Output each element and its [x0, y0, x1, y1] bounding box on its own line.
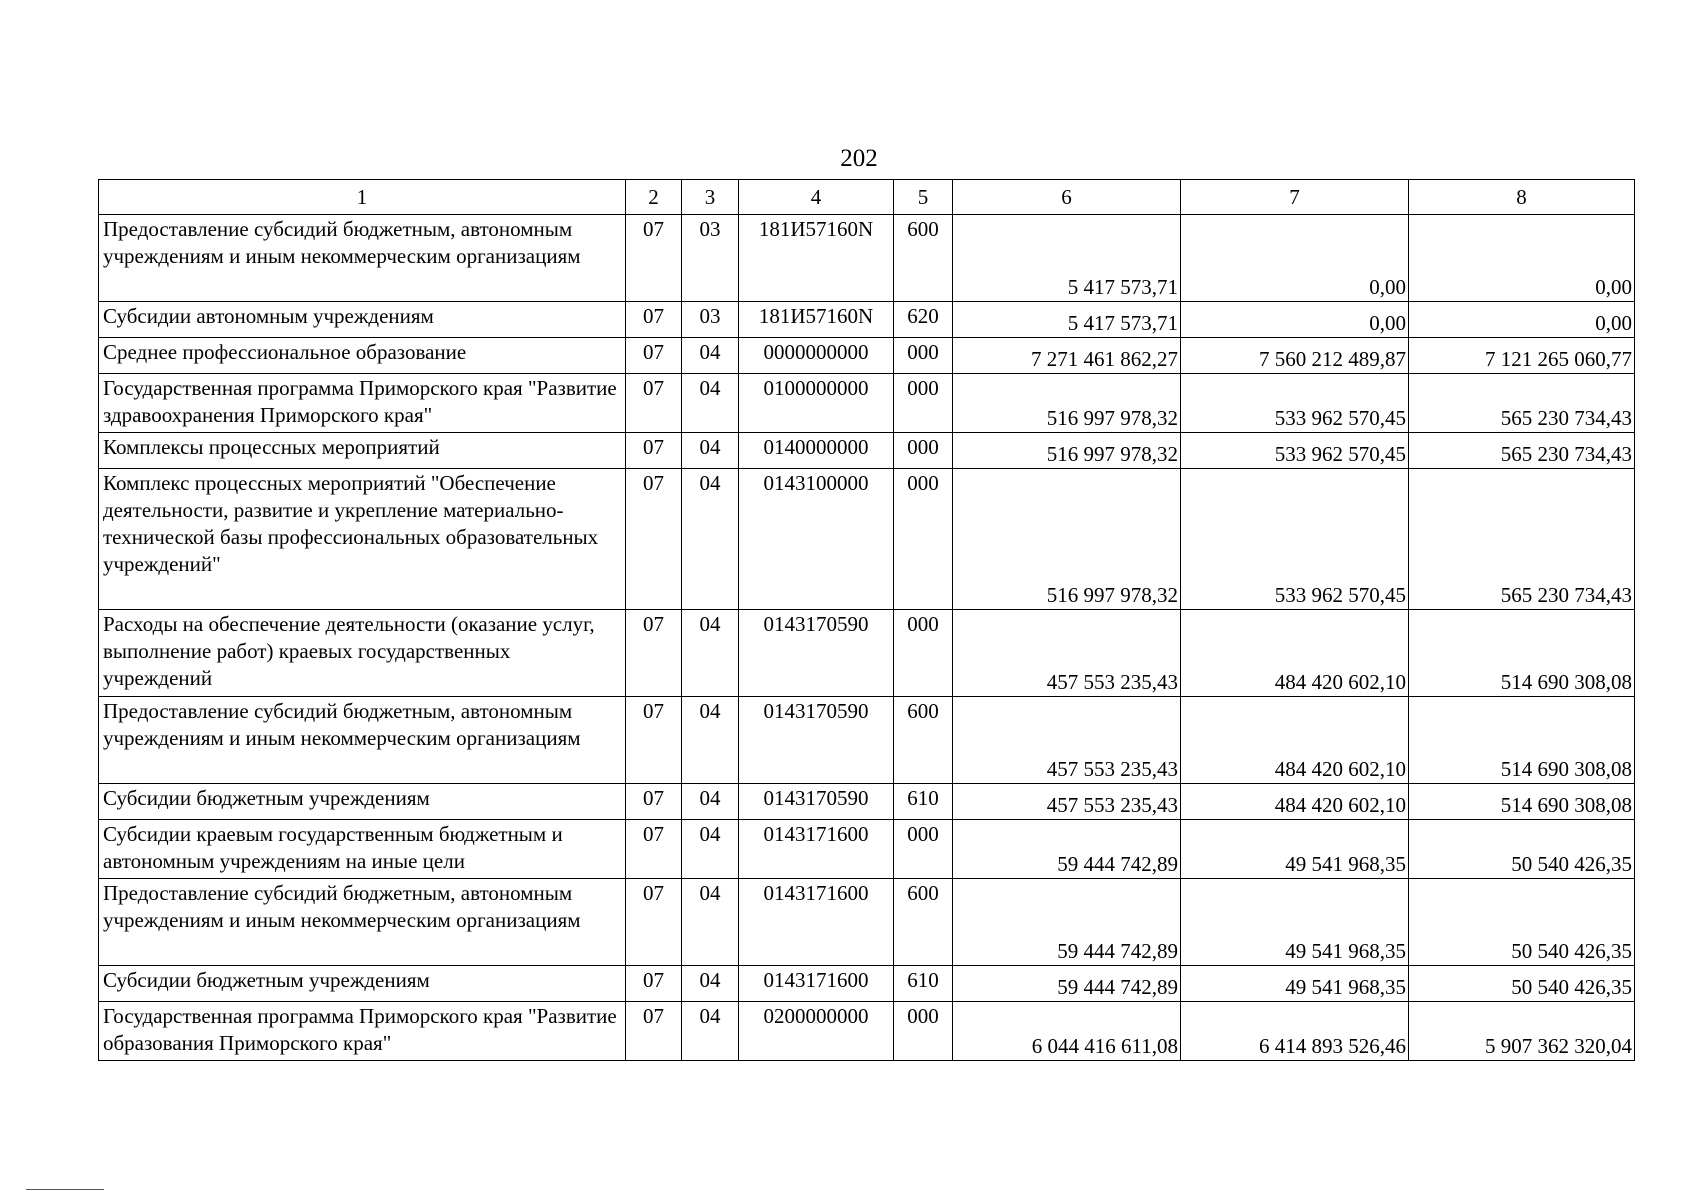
target-article-code: 0143170590: [739, 610, 894, 697]
amount-col6: 5 417 573,71: [953, 215, 1181, 302]
expense-type-code: 610: [894, 966, 953, 1002]
table-row: [99, 433, 1635, 469]
expense-type-code: 000: [894, 1002, 953, 1061]
target-article-code: 0143171600: [739, 879, 894, 966]
section-code: 07: [626, 374, 682, 433]
section-code: 07: [626, 610, 682, 697]
row-name: Субсидии бюджетным учреждениям: [99, 784, 626, 820]
amount-col6: 7 271 461 862,27: [953, 338, 1181, 374]
target-article-code: 0100000000: [739, 374, 894, 433]
amount-col7: 49 541 968,35: [1181, 879, 1409, 966]
expense-type-code: 600: [894, 697, 953, 784]
row-name: Государственная программа Приморского края "Развитие образования Приморского края": [99, 1002, 626, 1061]
column-header: 6: [953, 180, 1181, 215]
column-header: 7: [1181, 180, 1409, 215]
amount-col7: 49 541 968,35: [1181, 966, 1409, 1002]
expense-type-code: 000: [894, 610, 953, 697]
amount-col7: 533 962 570,45: [1181, 433, 1409, 469]
column-header: 3: [682, 180, 739, 215]
amount-col6: 457 553 235,43: [953, 610, 1181, 697]
amount-col8: 514 690 308,08: [1409, 697, 1635, 784]
row-name: Субсидии бюджетным учреждениям: [99, 966, 626, 1002]
row-name: Предоставление субсидий бюджетным, автономным учреждениям и иным некоммерческим организациям: [99, 879, 626, 966]
expense-type-code: 610: [894, 784, 953, 820]
target-article-code: 0143170590: [739, 697, 894, 784]
table-row: [99, 610, 1635, 697]
column-header: 2: [626, 180, 682, 215]
subsection-code: 04: [682, 879, 739, 966]
target-article-code: 181И57160N: [739, 302, 894, 338]
table-row: [99, 302, 1635, 338]
subsection-code: 04: [682, 697, 739, 784]
subsection-code: 04: [682, 820, 739, 879]
amount-col6: 516 997 978,32: [953, 469, 1181, 610]
target-article-code: 0143100000: [739, 469, 894, 610]
amount-col8: 7 121 265 060,77: [1409, 338, 1635, 374]
expense-type-code: 600: [894, 879, 953, 966]
amount-col8: 50 540 426,35: [1409, 879, 1635, 966]
target-article-code: 181И57160N: [739, 215, 894, 302]
column-header: 4: [739, 180, 894, 215]
section-code: 07: [626, 697, 682, 784]
amount-col7: 533 962 570,45: [1181, 374, 1409, 433]
amount-col6: 59 444 742,89: [953, 820, 1181, 879]
amount-col8: 0,00: [1409, 215, 1635, 302]
table-row: [99, 697, 1635, 784]
subsection-code: 04: [682, 469, 739, 610]
row-name: Комплекс процессных мероприятий "Обеспечение деятельности, развитие и укрепление материально-технической базы профессиональных образовательных учреждений": [99, 469, 626, 610]
amount-col8: 565 230 734,43: [1409, 433, 1635, 469]
row-name: Государственная программа Приморского края "Развитие здравоохранения Приморского края": [99, 374, 626, 433]
target-article-code: 0143171600: [739, 820, 894, 879]
section-code: 07: [626, 784, 682, 820]
target-article-code: 0000000000: [739, 338, 894, 374]
amount-col8: 0,00: [1409, 302, 1635, 338]
column-header: 5: [894, 180, 953, 215]
section-code: 07: [626, 469, 682, 610]
header-row: [99, 180, 1635, 215]
section-code: 07: [626, 338, 682, 374]
footer-rule: [26, 1189, 104, 1190]
subsection-code: 04: [682, 433, 739, 469]
subsection-code: 04: [682, 374, 739, 433]
expense-type-code: 000: [894, 469, 953, 610]
subsection-code: 04: [682, 784, 739, 820]
table-row: [99, 784, 1635, 820]
amount-col7: 484 420 602,10: [1181, 784, 1409, 820]
subsection-code: 04: [682, 1002, 739, 1061]
amount-col6: 59 444 742,89: [953, 879, 1181, 966]
column-header: 8: [1409, 180, 1635, 215]
amount-col8: 514 690 308,08: [1409, 610, 1635, 697]
section-code: 07: [626, 302, 682, 338]
page-number: 202: [840, 145, 878, 172]
expense-type-code: 000: [894, 374, 953, 433]
table-row: [99, 338, 1635, 374]
section-code: 07: [626, 433, 682, 469]
row-name: Субсидии автономным учреждениям: [99, 302, 626, 338]
target-article-code: 0143170590: [739, 784, 894, 820]
amount-col7: 533 962 570,45: [1181, 469, 1409, 610]
row-name: Среднее профессиональное образование: [99, 338, 626, 374]
amount-col7: 6 414 893 526,46: [1181, 1002, 1409, 1061]
section-code: 07: [626, 215, 682, 302]
table-row: [99, 879, 1635, 966]
amount-col6: 457 553 235,43: [953, 697, 1181, 784]
amount-col6: 5 417 573,71: [953, 302, 1181, 338]
section-code: 07: [626, 966, 682, 1002]
table-row: [99, 1002, 1635, 1061]
amount-col6: 59 444 742,89: [953, 966, 1181, 1002]
table-row: [99, 469, 1635, 610]
table-row: [99, 966, 1635, 1002]
amount-col6: 457 553 235,43: [953, 784, 1181, 820]
expense-type-code: 600: [894, 215, 953, 302]
column-header: 1: [99, 180, 626, 215]
table-row: [99, 820, 1635, 879]
subsection-code: 04: [682, 966, 739, 1002]
expense-type-code: 000: [894, 338, 953, 374]
amount-col7: 49 541 968,35: [1181, 820, 1409, 879]
section-code: 07: [626, 879, 682, 966]
section-code: 07: [626, 1002, 682, 1061]
amount-col8: 514 690 308,08: [1409, 784, 1635, 820]
amount-col6: 516 997 978,32: [953, 433, 1181, 469]
expense-type-code: 000: [894, 820, 953, 879]
amount-col7: 0,00: [1181, 302, 1409, 338]
amount-col7: 7 560 212 489,87: [1181, 338, 1409, 374]
row-name: Предоставление субсидий бюджетным, автономным учреждениям и иным некоммерческим организациям: [99, 215, 626, 302]
section-code: 07: [626, 820, 682, 879]
subsection-code: 04: [682, 610, 739, 697]
subsection-code: 03: [682, 215, 739, 302]
row-name: Предоставление субсидий бюджетным, автономным учреждениям и иным некоммерческим организациям: [99, 697, 626, 784]
table-row: [99, 215, 1635, 302]
target-article-code: 0143171600: [739, 966, 894, 1002]
subsection-code: 03: [682, 302, 739, 338]
amount-col8: 565 230 734,43: [1409, 374, 1635, 433]
budget-table: [98, 179, 1635, 1061]
amount-col7: 484 420 602,10: [1181, 610, 1409, 697]
amount-col6: 6 044 416 611,08: [953, 1002, 1181, 1061]
amount-col7: 0,00: [1181, 215, 1409, 302]
row-name: Субсидии краевым государственным бюджетным и автономным учреждениям на иные цели: [99, 820, 626, 879]
amount-col8: 5 907 362 320,04: [1409, 1002, 1635, 1061]
amount-col8: 565 230 734,43: [1409, 469, 1635, 610]
expense-type-code: 000: [894, 433, 953, 469]
amount-col8: 50 540 426,35: [1409, 820, 1635, 879]
table-row: [99, 374, 1635, 433]
amount-col7: 484 420 602,10: [1181, 697, 1409, 784]
row-name: Расходы на обеспечение деятельности (оказание услуг, выполнение работ) краевых государственных учреждений: [99, 610, 626, 697]
expense-type-code: 620: [894, 302, 953, 338]
target-article-code: 0200000000: [739, 1002, 894, 1061]
row-name: Комплексы процессных мероприятий: [99, 433, 626, 469]
amount-col8: 50 540 426,35: [1409, 966, 1635, 1002]
subsection-code: 04: [682, 338, 739, 374]
amount-col6: 516 997 978,32: [953, 374, 1181, 433]
target-article-code: 0140000000: [739, 433, 894, 469]
